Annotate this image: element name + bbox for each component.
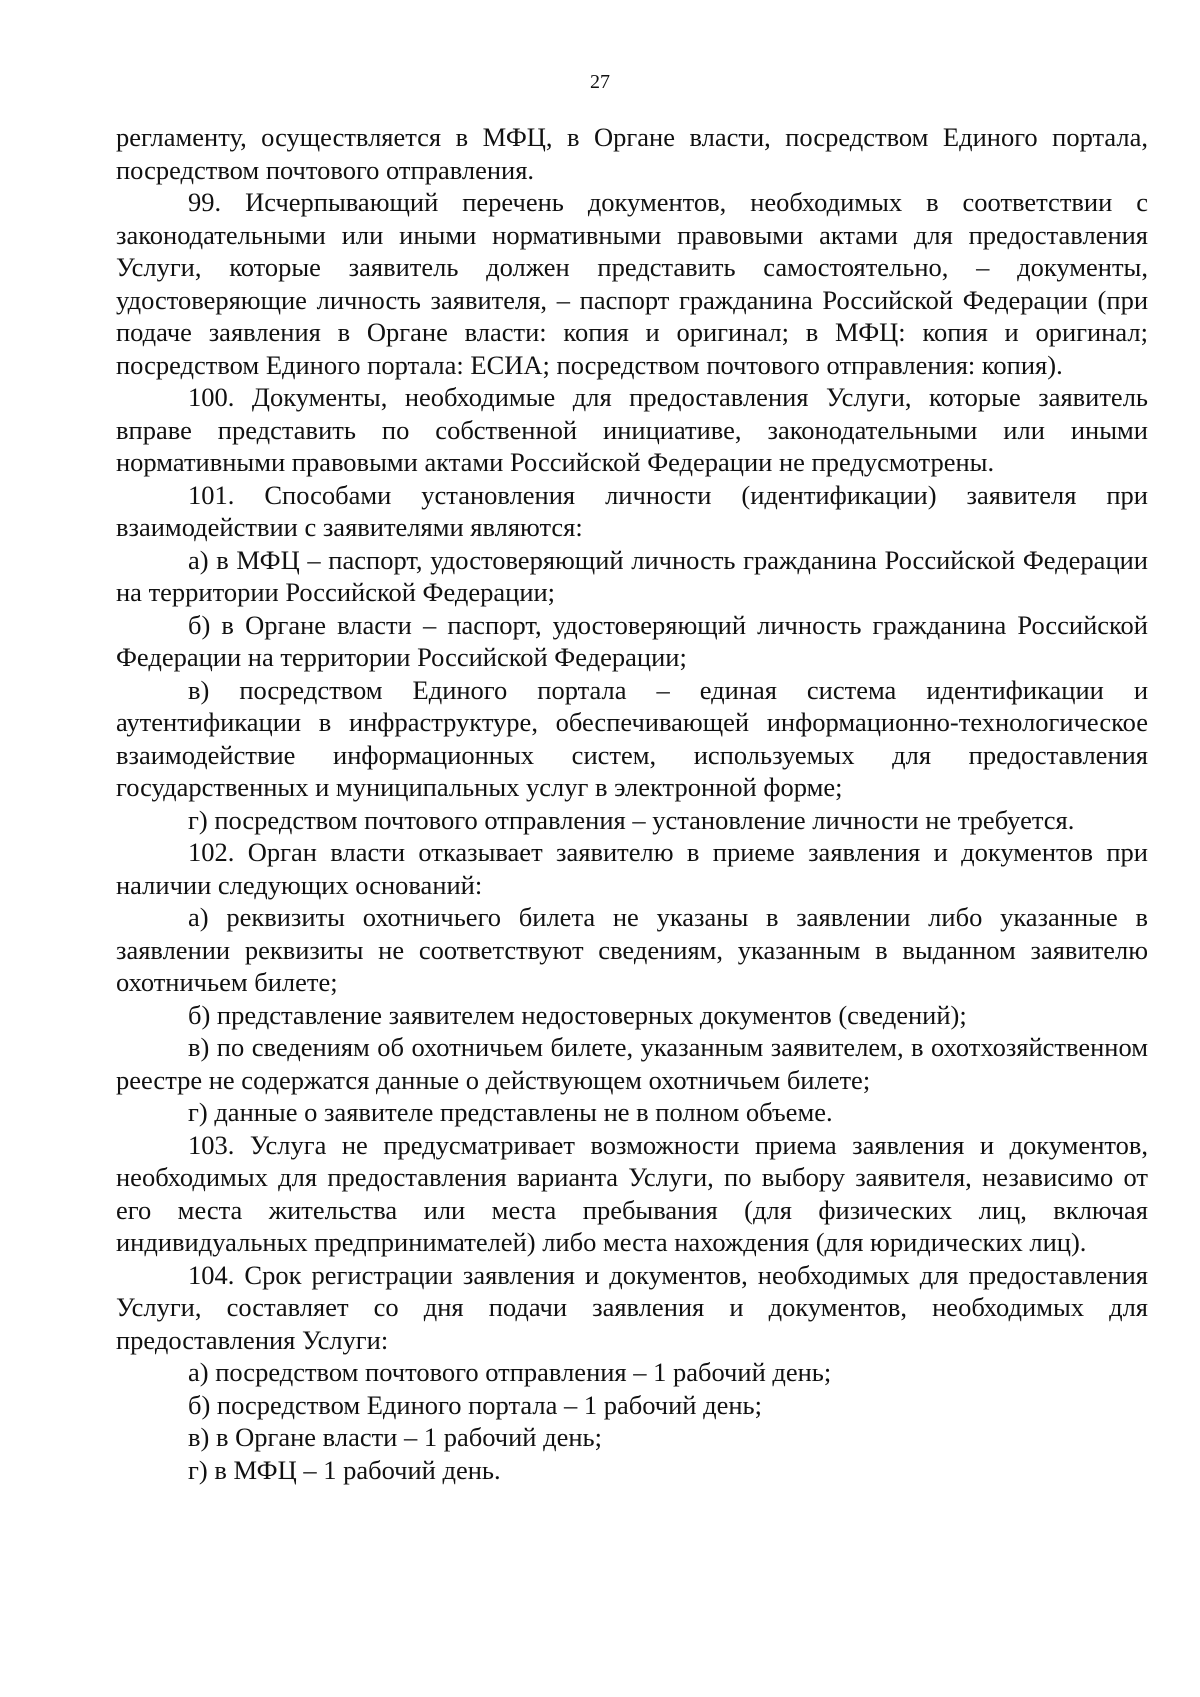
paragraph-104-v: в) в Органе власти – 1 рабочий день; <box>188 1422 602 1452</box>
paragraph-101-a: а) в МФЦ – паспорт, удостоверяющий личность гражданина Российской Федерации на территории Российской Федерации; <box>116 544 1148 607</box>
paragraph-102-a: а) реквизиты охотничьего билета не указаны в заявлении либо указанные в заявлении реквизиты не соответствуют сведениям, указанным в выданном заявителю охотничьем билете; <box>116 902 1148 997</box>
paragraph-104: 104. Срок регистрации заявления и документов, необходимых для предоставления Услуги, составляет со дня подачи заявления и документов, необходимых для предоставления Услуги: <box>116 1259 1148 1355</box>
paragraph-104-b: б) посредством Единого портала – 1 рабочий день; <box>188 1389 762 1420</box>
paragraph-102-v: в) по сведениям об охотничьем билете, указанным заявителем, в охотхозяйственном реестре не содержатся данные о действующем охотничьем билете; <box>116 1032 1148 1095</box>
paragraph-102: 102. Орган власти отказывает заявителю в приеме заявления и документов при наличии следующих оснований: <box>116 837 1148 900</box>
paragraph-99: 99. Исчерпывающий перечень документов, необходимых в соответствии с законодательными или иными нормативными правовыми актами для предоставления Услуги, которые заявитель должен представить самостоятельно, – документы, удостоверяющие личность заявителя, – паспорт гражданина Российской Федерации (при подаче заявления в Органе власти: копия и оригинал; в МФЦ: копия и оригинал; посредством Единого портала: ЕСИА; посредством почтового отправления: копия). <box>116 187 1148 380</box>
paragraph-104-g: г) в МФЦ – 1 рабочий день. <box>188 1454 501 1485</box>
paragraph-100: 100. Документы, необходимые для предоставления Услуги, которые заявитель вправе представить по собственной инициативе, законодательными или иными нормативными правовыми актами Российской Федерации не предусмотрены. <box>116 382 1148 477</box>
page-number: 27 <box>590 71 610 93</box>
paragraph-101-v: в) посредством Единого портала – единая система идентификации и аутентификации в инфраструктуре, обеспечивающей информационно-технологическое взаимодействие информационных систем, используемых для предоставления государственных и муниципальных услуг в электронной форме; <box>116 674 1148 802</box>
paragraph-101-g: г) посредством почтового отправления – установление личности не требуется. <box>188 804 1075 835</box>
paragraph-104-a: а) посредством почтового отправления – 1 рабочий день; <box>188 1357 832 1387</box>
paragraph-101-b: б) в Органе власти – паспорт, удостоверяющий личность гражданина Российской Федерации на территории Российской Федерации; <box>116 609 1148 672</box>
paragraph-102-g: г) данные о заявителе представлены не в полном объеме. <box>188 1097 833 1127</box>
paragraph-continuation: регламенту, осуществляется в МФЦ, в Органе власти, посредством Единого портала, посредством почтового отправления. <box>116 122 1148 185</box>
paragraph-102-b: б) представление заявителем недостоверных документов (сведений); <box>188 999 967 1030</box>
document-body <box>116 121 1148 1486</box>
paragraph-101: 101. Способами установления личности (идентификации) заявителя при взаимодействии с заявителями являются: <box>116 479 1148 542</box>
paragraph-103: 103. Услуга не предусматривает возможности приема заявления и документов, необходимых для предоставления варианта Услуги, по выбору заявителя, независимо от его места жительства или места пребывания (для физических лиц, включая индивидуальных предпринимателей) либо места нахождения (для юридических лиц). <box>116 1129 1148 1257</box>
